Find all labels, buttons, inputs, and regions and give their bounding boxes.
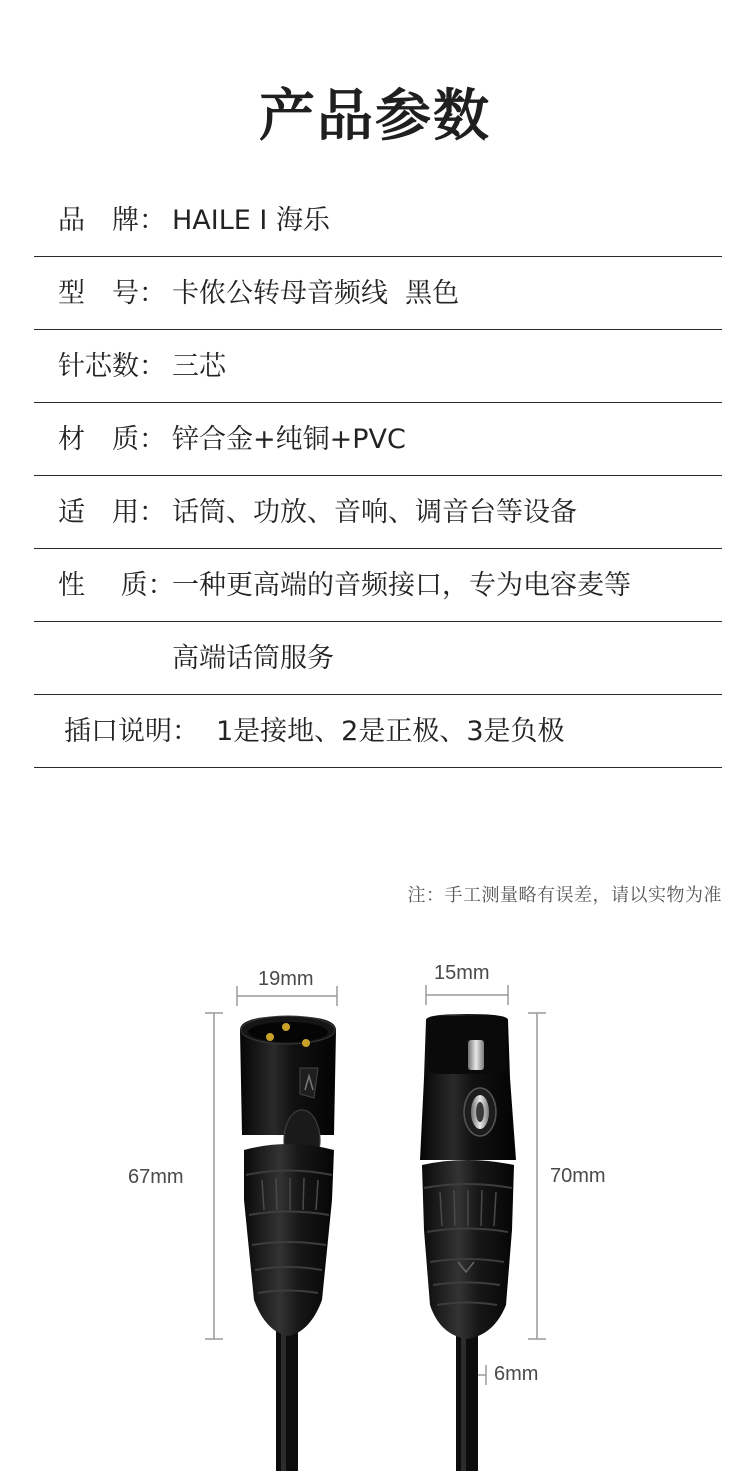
spec-value: 高端话筒服务 bbox=[172, 643, 334, 674]
female-length-dimension bbox=[528, 1013, 546, 1339]
spec-value: 1是接地、2是正极、3是负极 bbox=[216, 716, 565, 747]
measurement-note: 注：手工测量略有误差，请以实物为准 bbox=[407, 885, 722, 906]
female-xlr-connector bbox=[420, 1014, 516, 1471]
pin-2 bbox=[302, 1039, 310, 1047]
spec-label: 材 质： bbox=[58, 424, 166, 455]
page-title: 产品参数 bbox=[259, 84, 491, 149]
male-xlr-connector bbox=[240, 1016, 336, 1471]
spec-value: HAILE I 海乐 bbox=[172, 205, 330, 236]
spec-value: 话筒、功放、音响、调音台等设备 bbox=[172, 497, 577, 528]
cable-diameter-label: 6mm bbox=[494, 1363, 539, 1385]
female-width-dimension bbox=[426, 985, 508, 1005]
male-width-dimension bbox=[237, 986, 337, 1006]
female-length-label: 70mm bbox=[550, 1165, 606, 1187]
female-width-label: 15mm bbox=[434, 962, 490, 984]
male-length-label: 67mm bbox=[128, 1166, 184, 1188]
spec-label: 针芯数： bbox=[58, 351, 166, 382]
spec-value: 锌合金+纯铜+PVC bbox=[172, 424, 406, 455]
spec-value: 卡侬公转母音频线 黑色 bbox=[172, 278, 460, 309]
spec-label: 型 号： bbox=[58, 278, 166, 309]
pin-1 bbox=[266, 1033, 274, 1041]
spec-value: 一种更高端的音频接口，专为电容麦等 bbox=[172, 570, 631, 601]
spec-value: 三芯 bbox=[172, 351, 226, 382]
pin-3 bbox=[282, 1023, 290, 1031]
spec-label: 性 质： bbox=[58, 570, 175, 601]
spec-label: 适 用： bbox=[58, 497, 166, 528]
spec-label: 品 牌： bbox=[58, 205, 166, 236]
spec-label: 插口说明： bbox=[64, 716, 199, 747]
male-width-label: 19mm bbox=[258, 968, 314, 990]
male-length-dimension bbox=[205, 1013, 223, 1339]
latch-slot bbox=[468, 1040, 484, 1070]
